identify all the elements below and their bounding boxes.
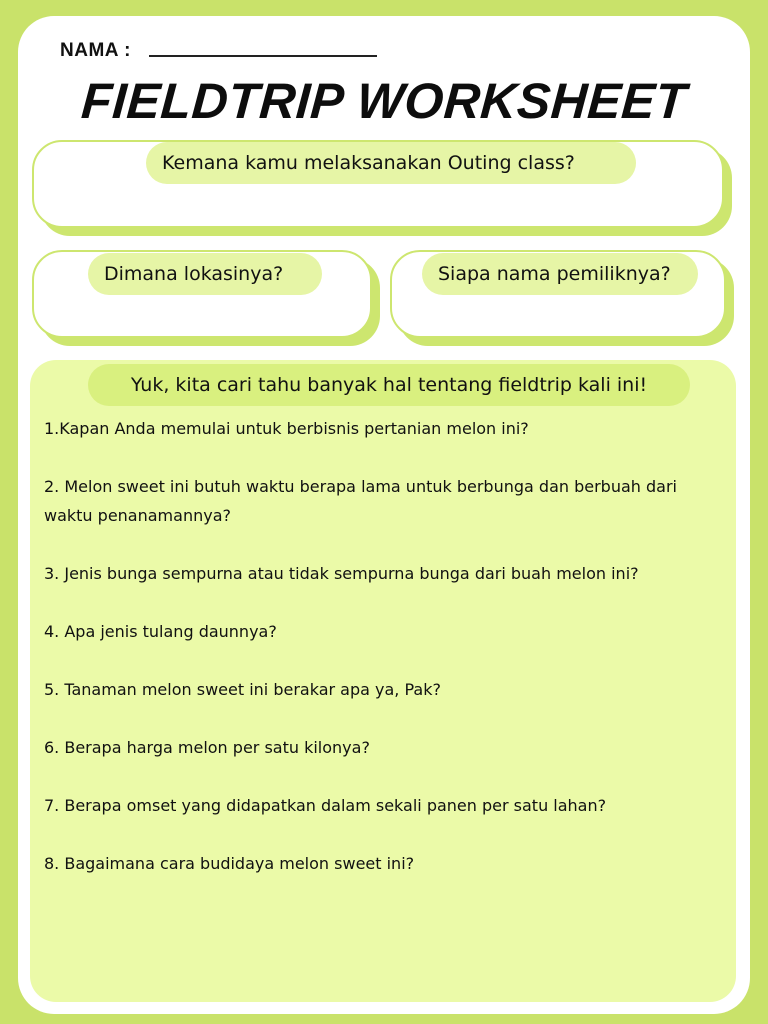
name-label: NAMA : <box>60 40 131 61</box>
question-list <box>44 414 724 907</box>
owner-question-pill: Siapa nama pemiliknya? <box>422 253 698 295</box>
location-question-pill: Dimana lokasinya? <box>88 253 322 295</box>
question-item: 3. Jenis bunga sempurna atau tidak sempurna bunga dari buah melon ini? <box>44 564 639 583</box>
name-write-line[interactable] <box>149 55 377 57</box>
question-item: 4. Apa jenis tulang daunnya? <box>44 622 277 641</box>
question-item: 1.Kapan Anda memulai untuk berbisnis pertanian melon ini? <box>44 419 529 438</box>
question-item: 6. Berapa harga melon per satu kilonya? <box>44 738 370 757</box>
questions-heading: Yuk, kita cari tahu banyak hal tentang fieldtrip kali ini! <box>88 364 690 406</box>
question-item: 2. Melon sweet ini butuh waktu berapa lama untuk berbunga dan berbuah dari waktu penanamannya? <box>44 477 677 525</box>
page-title: FIELDTRIP WORKSHEET <box>79 73 689 129</box>
question-item: 8. Bagaimana cara budidaya melon sweet ini? <box>44 854 415 873</box>
name-row <box>60 38 377 62</box>
question-item: 5. Tanaman melon sweet ini berakar apa ya, Pak? <box>44 680 441 699</box>
question-item: 7. Berapa omset yang didapatkan dalam sekali panen per satu lahan? <box>44 796 607 815</box>
outing-question-pill: Kemana kamu melaksanakan Outing class? <box>146 142 636 184</box>
